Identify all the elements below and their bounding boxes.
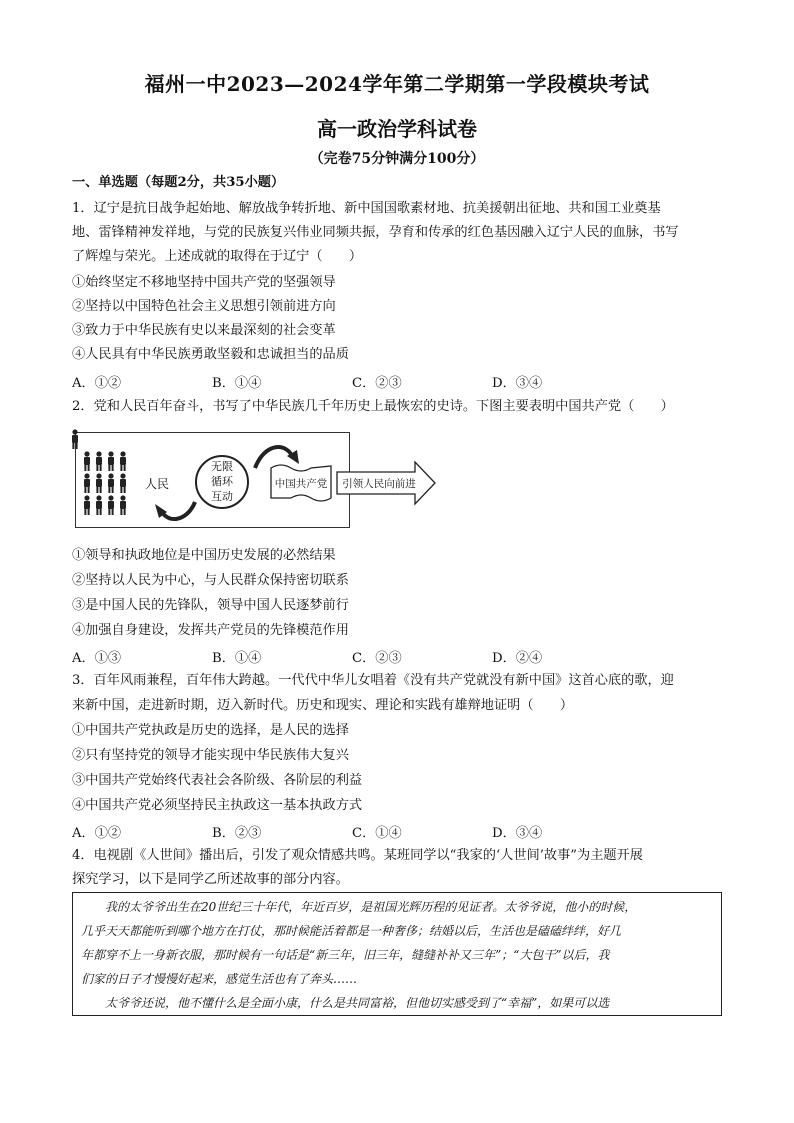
- q2-option-a[interactable]: A．①③: [72, 651, 122, 666]
- q3-options: [72, 822, 632, 841]
- q2-item-2: ②坚持以人民为中心，与人民群众保持密切联系: [72, 573, 349, 588]
- arrow-label: 引领人民向前进: [342, 478, 416, 490]
- people-grid-icon: [84, 451, 126, 515]
- q2-diagram: [75, 432, 416, 528]
- cycle-label-2: 循环: [211, 475, 233, 488]
- q3-stem-line-2: 来新中国，走进新时期，迈入新时代。历史和现实、理论和实践有雄辩地证明（ ）: [72, 698, 574, 713]
- exam-subtitle: 高一政治学科试卷: [317, 117, 477, 141]
- q1-item-4: ④人民具有中华民族勇敢坚毅和忠诚担当的品质: [72, 347, 349, 362]
- section-heading: 一、单选题（每题2分，共35小题）: [72, 175, 285, 190]
- q2-stem: 2．党和人民百年奋斗，书写了中华民族几千年历史上最恢宏的史诗。下图主要表明中国共产党（ ）: [72, 399, 674, 414]
- curved-arrow-top: [255, 447, 293, 468]
- q2-option-c[interactable]: C．②③: [352, 651, 402, 666]
- q3-stem-line-1: 3．百年风雨兼程，百年伟大跨越。一代代中华儿女唱着《没有共产党就没有新中国》这首心底的歌，迎: [72, 673, 674, 688]
- q1-option-a[interactable]: A．①②: [72, 376, 122, 391]
- q3-option-a[interactable]: A．①②: [72, 826, 122, 841]
- story-line-4: 们家的日子才慢慢好起来，感觉生活也有了奔头……: [81, 972, 358, 986]
- q2-option-b[interactable]: B．①④: [212, 651, 262, 666]
- q1-option-c[interactable]: C．②③: [352, 376, 402, 391]
- story-line-3: 年都穿不上一身新衣服，那时候有一句话是“新三年，旧三年，缝缝补补又三年”；“大包干”以后，我: [81, 948, 610, 962]
- q1-stem-line-1: 1．辽宁是抗日战争起始地、解放战争转折地、新中国国歌素材地、抗美援朝出征地、共和国工业奠基: [72, 201, 661, 216]
- q1-stem-line-3: 了辉煌与荣光。上述成就的取得在于辽宁（ ）: [72, 249, 363, 264]
- people-label: 人民: [145, 477, 170, 491]
- story-line-5: 太爷爷还说，他不懂什么是全面小康，什么是共同富裕，但他切实感受到了“幸福”，如果可以选: [81, 996, 610, 1010]
- q3-item-1: ①中国共产党执政是历史的选择，是人民的选择: [72, 723, 349, 738]
- q1-item-2: ②坚持以中国特色社会主义思想引领前进方向: [72, 299, 336, 314]
- diagram-svg: [75, 432, 435, 528]
- q2-item-3: ③是中国人民的先锋队，领导中国人民逐梦前行: [72, 598, 349, 613]
- cycle-label-3: 互动: [211, 490, 233, 503]
- q4-story-box: [72, 892, 722, 1016]
- q1-options: [72, 372, 632, 391]
- q4-stem-line-2: 探究学习，以下是同学乙所述故事的部分内容。: [72, 872, 349, 887]
- story-line-1: 我的太爷爷出生在20世纪三十年代，年近百岁，是祖国光辉历程的见证者。太爷爷说，他小的时候，: [81, 900, 637, 914]
- q1-option-d[interactable]: D．③④: [492, 376, 543, 391]
- q3-option-d[interactable]: D．③④: [492, 826, 543, 841]
- q3-item-3: ③中国共产党始终代表社会各阶级、各阶层的利益: [72, 773, 363, 788]
- q2-item-4: ④加强自身建设，发挥共产党员的先锋模范作用: [72, 623, 349, 638]
- q1-item-3: ③致力于中华民族有史以来最深刻的社会变革: [72, 323, 336, 338]
- q2-item-1: ①领导和执政地位是中国历史发展的必然结果: [72, 548, 336, 563]
- story-line-2: 几乎天天都能听到哪个地方在打仗，那时候能活着都是一种奢侈；结婚以后，生活也是磕磕绊绊，好几: [81, 924, 622, 938]
- cycle-label-1: 无限: [211, 460, 233, 473]
- q3-item-4: ④中国共产党必须坚持民主执政这一基本执政方式: [72, 798, 363, 813]
- q2-option-d[interactable]: D．②④: [492, 651, 543, 666]
- exam-note: （完卷75分钟满分100分）: [309, 151, 485, 167]
- curved-arrow-bottom: [161, 502, 195, 519]
- q3-option-c[interactable]: C．①④: [352, 826, 402, 841]
- q1-stem-line-2: 地、雷锋精神发祥地，与党的民族复兴伟业同频共振，孕育和传承的红色基因融入辽宁人民的血脉，书写: [72, 225, 679, 240]
- q3-option-b[interactable]: B．②③: [212, 826, 262, 841]
- q4-stem-line-1: 4．电视剧《人世间》播出后，引发了观众情感共鸣。某班同学以“我家的‘人世间’故事”为主题开展: [72, 848, 643, 863]
- q3-item-2: ②只有坚持党的领导才能实现中华民族伟大复兴: [72, 748, 349, 763]
- q1-option-b[interactable]: B．①④: [212, 376, 262, 391]
- party-label: 中国共产党: [274, 478, 328, 490]
- exam-title: 福州一中2023—2024学年第二学期第一学段模块考试: [144, 72, 650, 96]
- q2-options: [72, 647, 632, 666]
- people-icon: [72, 429, 78, 449]
- q1-item-1: ①始终坚定不移地坚持中国共产党的坚强领导: [72, 275, 336, 290]
